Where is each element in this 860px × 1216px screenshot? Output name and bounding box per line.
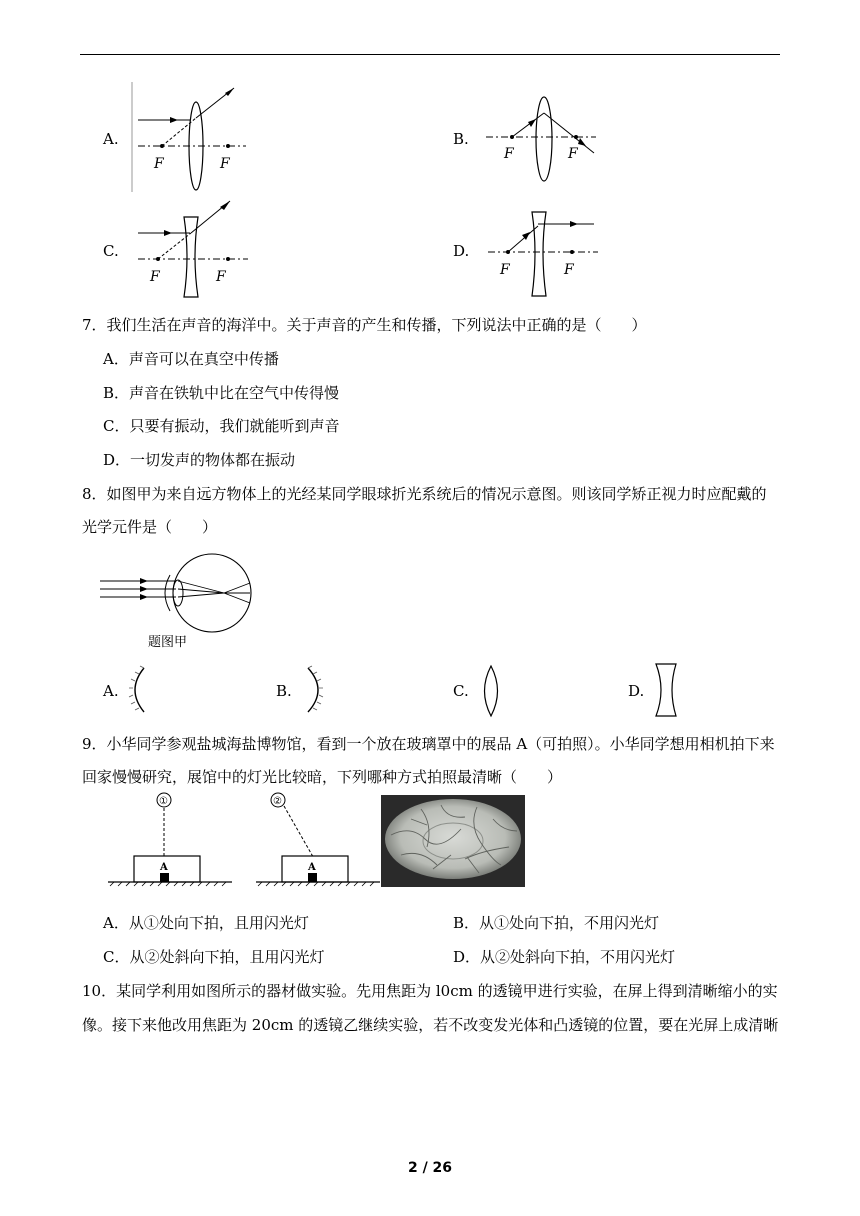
- q8-option-a-mirror: [122, 664, 152, 716]
- q9-fig2-exhibit: A: [308, 862, 316, 873]
- q6-b-focus-left: F: [504, 146, 514, 162]
- q9-fig1-exhibit: A: [160, 862, 168, 873]
- q6-a-focus-left: F: [154, 156, 164, 172]
- q6-a-focus-right: F: [220, 156, 230, 172]
- q9-fig2-marker: ②: [273, 796, 282, 807]
- q7-option-a: A．声音可以在真空中传播: [103, 350, 279, 368]
- q8-option-d-concave-lens: [652, 662, 682, 718]
- q9-option-d: D．从②处斜向下拍，不用闪光灯: [453, 948, 676, 966]
- q7-option-b: B．声音在铁轨中比在空气中传得慢: [103, 384, 340, 402]
- q8-figure-caption: 题图甲: [148, 635, 188, 650]
- q8-stem-line2: 光学元件是（ ）: [82, 518, 218, 536]
- q8-option-d-label: D.: [628, 682, 645, 700]
- q6-option-d-label: D.: [453, 242, 470, 260]
- q6-option-b-label: B.: [453, 130, 469, 148]
- q9-figure-position-2: [256, 790, 381, 888]
- q6-diagram-d: [486, 208, 601, 303]
- q9-fig1-marker: ①: [159, 796, 168, 807]
- q8-option-a-label: A.: [103, 682, 119, 700]
- q6-diagram-b: [484, 95, 599, 190]
- q7-stem: 7．我们生活在声音的海洋中。关于声音的产生和传播，下列说法中正确的是（ ）: [82, 316, 647, 334]
- q9-figure-position-1: [108, 790, 233, 888]
- q9-stem-line2: 回家慢慢研究，展馆中的灯光比较暗，下列哪种方式拍照最清晰（ ）: [82, 768, 563, 786]
- q6-option-a-label: A.: [103, 130, 119, 148]
- q7-option-c: C．只要有振动，我们就能听到声音: [103, 417, 340, 435]
- q8-stem-line1: 8．如图甲为来自远方物体上的光经某同学眼球折光系统后的情况示意图。则该同学矫正视力时应配戴的: [82, 485, 767, 503]
- q8-option-b-label: B.: [276, 682, 292, 700]
- q6-b-focus-right: F: [568, 146, 578, 162]
- q6-diagram-a: [128, 80, 248, 195]
- q6-d-focus-left: F: [500, 262, 510, 278]
- q6-c-focus-left: F: [150, 269, 160, 285]
- header-rule: [80, 54, 780, 55]
- q9-option-c: C．从②处斜向下拍，且用闪光灯: [103, 948, 325, 966]
- q8-option-c-label: C.: [453, 682, 469, 700]
- q10-stem-line2: 像。接下来他改用焦距为 20cm 的透镜乙继续实验，若不改变发光体和凸透镜的位置，要在光屏上成清晰: [82, 1016, 779, 1034]
- q10-stem-line1: 10．某同学利用如图所示的器材做实验。先用焦距为 l0cm 的透镜甲进行实验，在屏上得到清晰缩小的实: [82, 982, 778, 1000]
- q8-option-c-convex-lens: [478, 664, 504, 718]
- q8-option-b-mirror: [302, 664, 332, 716]
- q7-option-d: D．一切发声的物体都在振动: [103, 451, 296, 469]
- q6-option-c-label: C.: [103, 242, 119, 260]
- q6-diagram-c: [136, 197, 251, 302]
- q6-d-focus-right: F: [564, 262, 574, 278]
- page-number: 2 / 26: [407, 1160, 453, 1176]
- q9-option-a: A．从①处向下拍，且用闪光灯: [103, 914, 309, 932]
- q9-option-b: B．从①处向下拍，不用闪光灯: [453, 914, 660, 932]
- q9-stem-line1: 9．小华同学参观盐城海盐博物馆，看到一个放在玻璃罩中的展品 A（可拍照）。小华同学想用相机拍下来: [82, 735, 775, 753]
- q9-exhibit-photo: [381, 795, 525, 887]
- q6-c-focus-right: F: [216, 269, 226, 285]
